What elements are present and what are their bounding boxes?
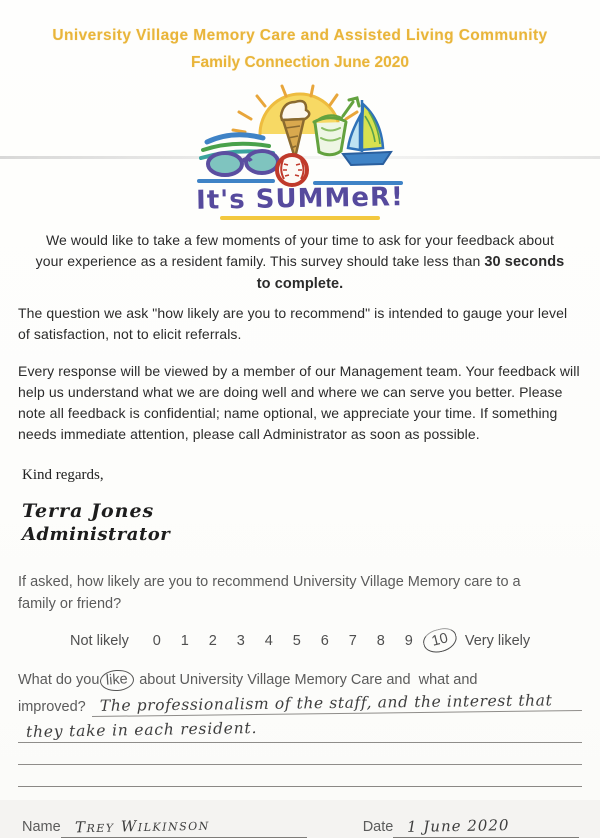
like-question-part1: What do you bbox=[18, 672, 100, 688]
name-field bbox=[61, 817, 307, 838]
scale-value-6: 6 bbox=[320, 632, 329, 649]
handwritten-answer-line2: they take in each resident. bbox=[25, 718, 258, 742]
intro-bold-text: 30 seconds to complete. bbox=[256, 254, 565, 292]
signature-title: Administrator bbox=[22, 524, 171, 545]
recommend-question: If asked, how likely are you to recommend University Village Memory care to a family or friend? bbox=[18, 574, 521, 612]
sunglasses-icon bbox=[201, 135, 278, 175]
blank-answer-line-1 bbox=[18, 743, 582, 765]
scale-value-0: 0 bbox=[152, 632, 161, 649]
intro-paragraph bbox=[33, 230, 567, 295]
scale-value-8: 8 bbox=[376, 632, 385, 649]
blank-answer-line-2 bbox=[18, 765, 582, 787]
caption-underline bbox=[220, 216, 380, 220]
intro-text: We would like to take a few moments of your time to ask for your feedback about your experience as a resident family. This survey should take less than bbox=[35, 232, 554, 269]
scale-right-label: Very likely bbox=[464, 632, 531, 649]
improved-label: improved? bbox=[18, 699, 86, 715]
page-subtitle: Family Connection June 2020 bbox=[191, 54, 409, 71]
rating-scale bbox=[70, 629, 600, 652]
scale-value-1: 1 bbox=[180, 632, 189, 649]
scale-value-7: 7 bbox=[348, 632, 357, 649]
summer-clipart bbox=[175, 86, 425, 220]
scale-value-5: 5 bbox=[292, 632, 301, 649]
handwritten-name: Trey Wilkinson bbox=[74, 815, 210, 837]
scale-value-4: 4 bbox=[264, 632, 273, 649]
name-date-row bbox=[22, 817, 582, 838]
scale-value-10-circled: 10 bbox=[421, 625, 460, 656]
scale-value-3: 3 bbox=[236, 632, 245, 649]
scale-left-label: Not likely bbox=[70, 632, 129, 649]
closing-line: Kind regards, bbox=[22, 467, 104, 483]
like-question-part2: about University Village Memory Care and what and bbox=[135, 672, 478, 688]
date-field bbox=[393, 817, 579, 838]
handwritten-date: 1 June 2020 bbox=[407, 816, 510, 836]
page-title: University Village Memory Care and Assisted Living Community bbox=[52, 27, 548, 44]
letter-header bbox=[0, 0, 600, 72]
its-summer-text: It's SUMMeR! bbox=[195, 182, 405, 216]
gauge-paragraph: The question we ask "how likely are you to recommend" is intended to gauge your level of satisfaction, not to elicit referrals. bbox=[18, 305, 568, 342]
like-question-line1 bbox=[18, 670, 600, 691]
scale-value-2: 2 bbox=[208, 632, 217, 649]
sailboat-icon bbox=[343, 100, 391, 165]
response-paragraph: Every response will be viewed by a member of our Management team. Your feedback will help us understand what we are doing well and where we can serve you better. Please note all feedback is confidential; name optional, we appreciate your time. If something needs immediate attention, please call Administrator as soon as possible. bbox=[18, 363, 580, 442]
answer-row-1 bbox=[18, 691, 582, 717]
date-label: Date bbox=[362, 819, 394, 835]
signature-name: Terra Jones bbox=[22, 500, 155, 522]
scale-value-9: 9 bbox=[404, 632, 413, 649]
baseball-icon bbox=[277, 155, 307, 185]
summer-clipart-drawing bbox=[185, 86, 415, 190]
circled-word-like: like bbox=[100, 669, 135, 692]
answer-row-2 bbox=[18, 718, 582, 743]
handwritten-answer-line1: The professionalism of the staff, and the interest that bbox=[91, 691, 582, 717]
name-label: Name bbox=[22, 819, 61, 835]
